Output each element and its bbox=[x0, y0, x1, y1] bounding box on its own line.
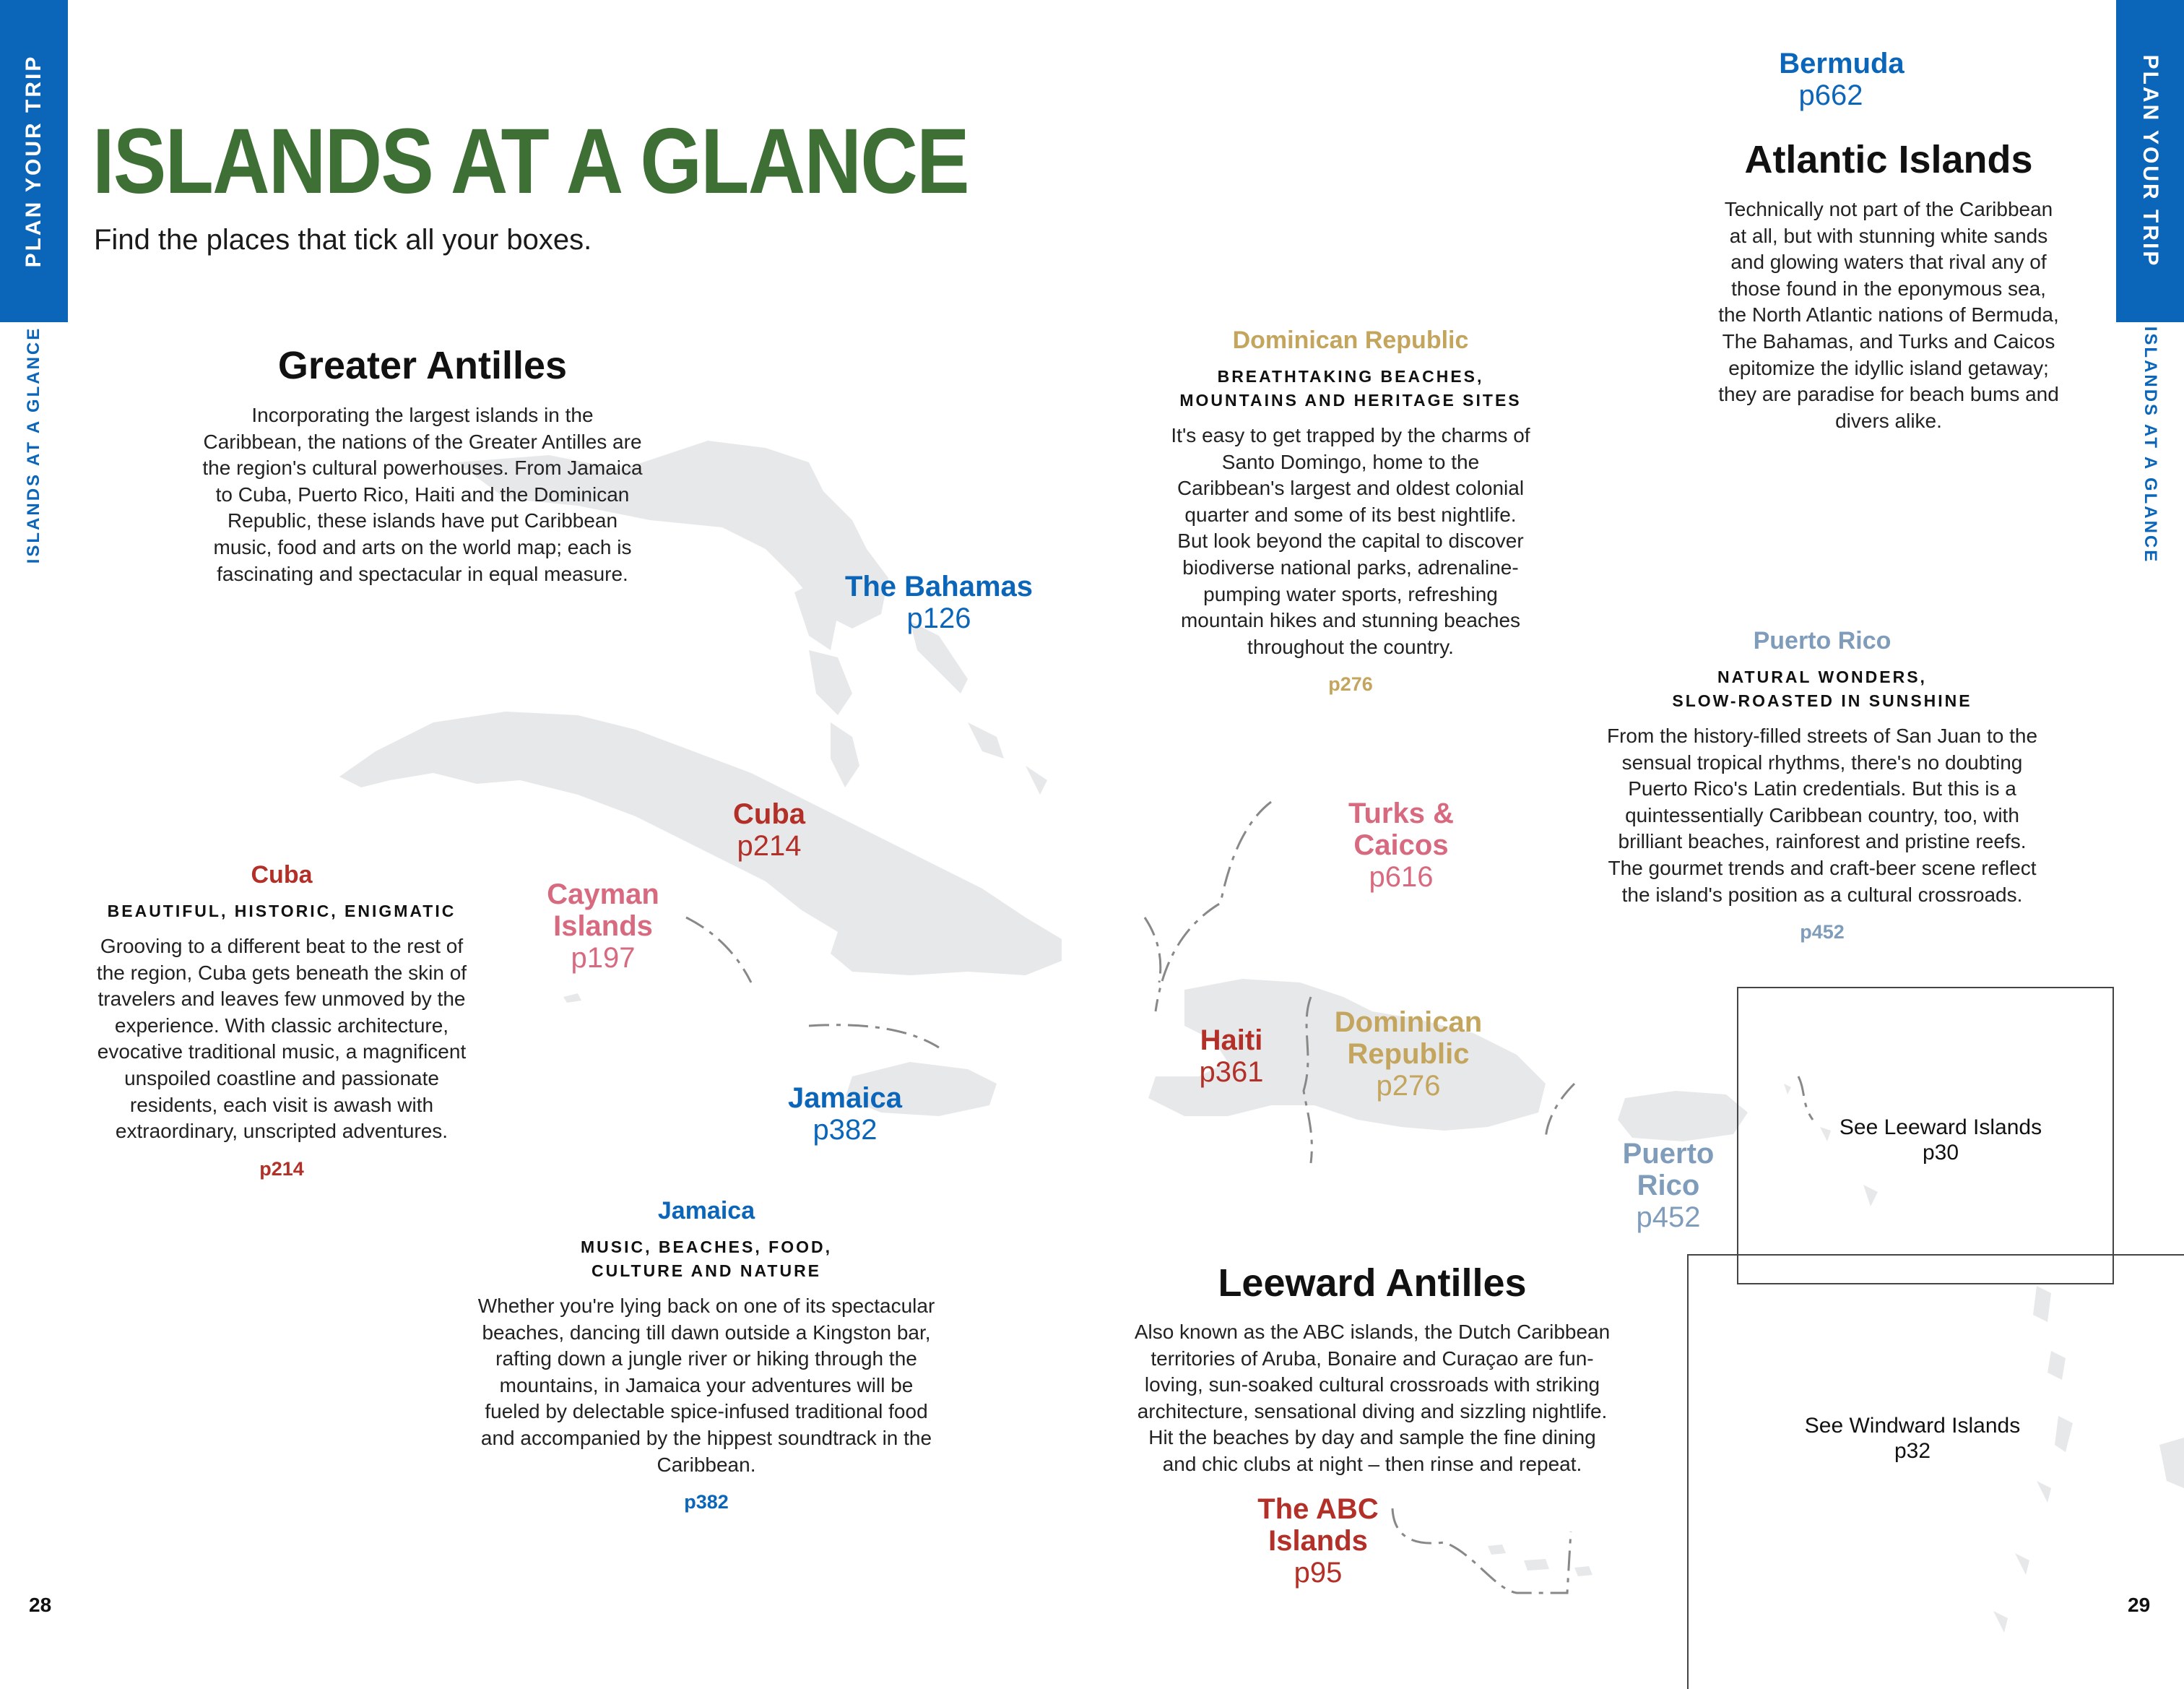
cuba-page-link[interactable]: p214 bbox=[259, 1157, 304, 1180]
puerto-rico-block bbox=[1602, 627, 2042, 943]
jamaica-map-page: p382 bbox=[812, 1114, 878, 1146]
turks-name-line-1: Turks & bbox=[1348, 798, 1454, 829]
dominican-republic-page-link[interactable]: p276 bbox=[1328, 673, 1373, 696]
map-label-jamaica[interactable] bbox=[773, 1082, 917, 1146]
leeward-inset-line-2: p30 bbox=[1922, 1141, 1959, 1165]
puerto-rico-heading: Puerto Rico bbox=[1753, 627, 1892, 655]
jamaica-map-name: Jamaica bbox=[788, 1082, 902, 1114]
dr-tagline-line-1: BREATHTAKING BEACHES, bbox=[1217, 367, 1484, 386]
haiti-page: p361 bbox=[1199, 1056, 1264, 1088]
cuba-map-page: p214 bbox=[737, 830, 802, 862]
left-sub-label: ISLANDS AT A GLANCE bbox=[24, 326, 43, 564]
right-subsection bbox=[2116, 322, 2184, 568]
abc-name-line-1: The ABC bbox=[1257, 1493, 1379, 1525]
cuba-block bbox=[94, 861, 469, 1180]
jamaica-heading: Jamaica bbox=[657, 1197, 755, 1224]
puerto-rico-landmass bbox=[1618, 1091, 1748, 1141]
bahamas-page: p126 bbox=[906, 602, 971, 634]
haiti-name: Haiti bbox=[1200, 1024, 1263, 1056]
turks-name-line-2: Caicos bbox=[1353, 829, 1449, 861]
page-title: ISLANDS AT A GLANCE bbox=[92, 110, 968, 213]
pr-map-page: p452 bbox=[1636, 1201, 1701, 1233]
windward-inset-line-1: See Windward Islands bbox=[1804, 1414, 2021, 1438]
dr-map-name-line-2: Republic bbox=[1347, 1038, 1470, 1070]
dominican-republic-tagline bbox=[1170, 365, 1531, 412]
greater-antilles-title: Greater Antilles bbox=[277, 344, 568, 387]
abc-islands-landmass bbox=[1488, 1545, 1506, 1555]
left-subsection bbox=[0, 322, 68, 568]
windward-islands-inset[interactable] bbox=[1687, 1254, 2184, 1689]
left-tab-label: PLAN YOUR TRIP bbox=[22, 54, 46, 268]
pr-map-name-line-2: Rico bbox=[1637, 1170, 1700, 1201]
jamaica-block bbox=[475, 1197, 937, 1513]
atlantic-islands-title: Atlantic Islands bbox=[1744, 138, 2033, 181]
leeward-inset-label bbox=[1782, 1115, 2100, 1165]
map-label-cuba[interactable] bbox=[704, 798, 834, 862]
leeward-islands-inset[interactable] bbox=[1737, 987, 2114, 1284]
puerto-rico-body: From the history-filled streets of San Juan to the sensual tropical rhythms, there's no doubting Puerto Rico's Latin credentials. But this is a quintessentially Caribbean country, too, with brilliant beaches, rainforest and pristine reefs. The gourmet trends and craft-beer scene reflect the island's position as a cultural crossroads. bbox=[1606, 725, 2038, 906]
dr-map-page: p276 bbox=[1376, 1070, 1441, 1102]
map-label-bahamas[interactable] bbox=[831, 571, 1047, 634]
right-section-tab bbox=[2116, 0, 2184, 322]
map-label-turks-caicos[interactable] bbox=[1329, 798, 1473, 893]
dr-tagline-line-2: MOUNTAINS AND HERITAGE SITES bbox=[1179, 391, 1522, 410]
turks-page: p616 bbox=[1369, 861, 1434, 893]
right-tab-label: PLAN YOUR TRIP bbox=[2138, 54, 2162, 268]
jamaica-body: Whether you're lying back on one of its spectacular beaches, dancing till dawn outside a Kingston bar, rafting down a jungle river or hiking through the mountains, in Jamaica your adventures will be fueled by delectable spice-infused traditional food and accompanied by the hippest soundtrack in the Caribbean. bbox=[477, 1295, 935, 1476]
map-label-cayman[interactable] bbox=[531, 878, 675, 974]
cayman-page: p197 bbox=[571, 942, 636, 974]
windward-inset-line-2: p32 bbox=[1894, 1439, 1931, 1463]
bermuda-name: Bermuda bbox=[1779, 48, 1904, 79]
map-label-puerto-rico[interactable] bbox=[1603, 1138, 1733, 1233]
atlantic-islands-body: Technically not part of the Caribbean at all, but with stunning white sands and glowing waters that rival any of those found in the eponymous sea, the North Atlantic nations of Bermuda, The Bahamas, and Turks and Caicos epitomize the idyllic island getaway; they are paradise for beach bums and divers alike. bbox=[1718, 198, 2059, 432]
leeward-inset-line-1: See Leeward Islands bbox=[1839, 1115, 2042, 1139]
pr-map-name-line-1: Puerto bbox=[1622, 1138, 1715, 1170]
map-label-haiti[interactable] bbox=[1170, 1024, 1293, 1088]
greater-antilles-body: Incorporating the largest islands in the Caribbean, the nations of the Greater Antilles are the region's cultural powerhouses. From Jamaica to Cuba, Puerto Rico, Haiti and the Dominican Republic, these islands have put Caribbean music, food and arts on the world map; each is fascinating and spectacular in equal measure. bbox=[202, 404, 643, 585]
page-subtitle: Find the places that tick all your boxes. bbox=[94, 224, 592, 256]
cuba-body: Grooving to a different beat to the rest of the region, Cuba gets beneath the skin of travelers and leaves few unmoved by the experience. With classic architecture, evocative traditional music, a magnificent unspoiled coastline and passionate residents, each visit is awash with extraordinary, unscripted adventures. bbox=[96, 935, 467, 1143]
cuba-heading: Cuba bbox=[251, 861, 313, 889]
left-section-tab bbox=[0, 0, 68, 322]
pr-tagline-line-1: NATURAL WONDERS, bbox=[1717, 668, 1927, 686]
jamaica-page-link[interactable]: p382 bbox=[684, 1491, 729, 1513]
puerto-rico-tagline bbox=[1602, 665, 2042, 713]
cayman-name-line-1: Cayman bbox=[547, 878, 659, 910]
dr-map-name-line-1: Dominican bbox=[1334, 1006, 1483, 1038]
map-label-bermuda[interactable] bbox=[1762, 48, 1921, 111]
abc-name-line-2: Islands bbox=[1268, 1525, 1368, 1557]
leeward-antilles-title: Leeward Antilles bbox=[1218, 1261, 1527, 1305]
pr-tagline-line-2: SLOW-ROASTED IN SUNSHINE bbox=[1672, 691, 1972, 710]
abc-page: p95 bbox=[1294, 1557, 1343, 1589]
cayman-name-line-2: Islands bbox=[553, 910, 653, 942]
jamaica-tagline bbox=[475, 1235, 937, 1283]
map-label-abc-islands[interactable] bbox=[1242, 1493, 1394, 1589]
bermuda-page: p662 bbox=[1798, 79, 1863, 111]
bahamas-name: The Bahamas bbox=[844, 571, 1034, 602]
cuba-map-name: Cuba bbox=[733, 798, 805, 830]
page-number-right: 29 bbox=[2128, 1594, 2151, 1616]
cayman-landmass bbox=[563, 993, 581, 1003]
dominican-republic-block bbox=[1170, 327, 1531, 696]
right-sub-label: ISLANDS AT A GLANCE bbox=[2141, 326, 2160, 564]
dominican-republic-body: It's easy to get trapped by the charms of Santo Domingo, home to the Caribbean's largest and oldest colonial quarter and some of its best nightlife. But look beyond the capital to discover biodiverse national parks, adrenaline-pumping water sports, refreshing mountain hikes and stunning beaches throughout the country. bbox=[1171, 424, 1530, 658]
cuba-tagline: BEAUTIFUL, HISTORIC, ENIGMATIC bbox=[107, 902, 456, 920]
windward-inset-label bbox=[1703, 1413, 2122, 1464]
dominican-republic-heading: Dominican Republic bbox=[1232, 327, 1469, 354]
puerto-rico-page-link[interactable]: p452 bbox=[1800, 921, 1845, 943]
page-number-left: 28 bbox=[29, 1594, 52, 1616]
leeward-antilles-body: Also known as the ABC islands, the Dutch Caribbean territories of Aruba, Bonaire and Curaçao are fun-loving, sun-soaked cultural crossroads with striking architecture, sensational diving and sizzling nightlife. Hit the beaches by day and sample the fine dining and chic clubs at night – then rinse and repeat. bbox=[1134, 1321, 1611, 1475]
jamaica-tagline-line-2: CULTURE AND NATURE bbox=[591, 1261, 822, 1280]
map-label-dominican-republic[interactable] bbox=[1322, 1006, 1495, 1102]
jamaica-tagline-line-1: MUSIC, BEACHES, FOOD, bbox=[581, 1237, 832, 1256]
